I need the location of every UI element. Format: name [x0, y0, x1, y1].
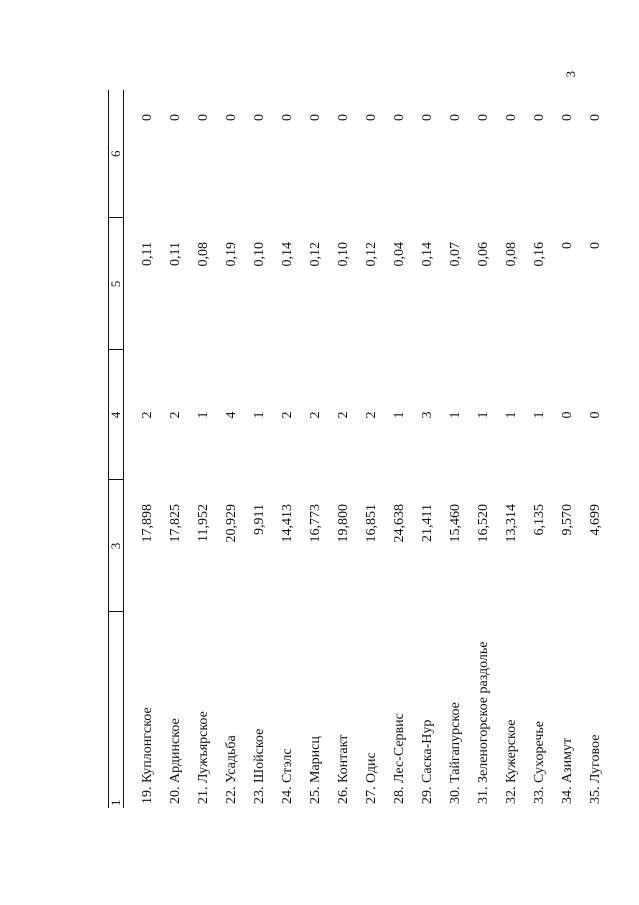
col6-cell: 0 [196, 114, 211, 121]
column-header-4: 4 [109, 350, 124, 480]
col6-cell: 0 [224, 114, 239, 121]
col3-cell: 13,314 [504, 504, 519, 543]
col6-cell: 0 [588, 114, 603, 121]
col3-cell: 11,952 [196, 504, 211, 542]
col5-cell: 0,10 [336, 242, 351, 267]
col4-cell: 3 [420, 411, 435, 419]
table-row [526, 90, 554, 808]
col4-cell: 2 [280, 411, 295, 419]
col4-cell: 1 [448, 411, 463, 419]
col3-cell: 9,570 [560, 504, 575, 536]
col6-cell: 0 [448, 114, 463, 121]
col5-cell: 0 [588, 242, 603, 249]
table-header [109, 90, 124, 808]
col3-cell: 14,413 [280, 504, 295, 543]
col5-cell: 0,07 [448, 242, 463, 267]
col5-cell: 0,08 [504, 242, 519, 267]
col4-cell: 1 [252, 411, 267, 419]
table-body [124, 90, 611, 808]
col4-cell: 2 [364, 411, 379, 419]
col3-cell: 16,520 [476, 504, 491, 543]
table-row [218, 90, 246, 808]
col3-cell: 21,411 [420, 504, 435, 542]
col4-cell: 1 [476, 411, 491, 419]
row-name-cell: 30. Тайгапурское [448, 702, 463, 804]
col6-cell: 0 [504, 114, 519, 121]
col6-cell: 0 [476, 114, 491, 121]
row-name-cell: 31. Зеленогорское раздолье [476, 641, 491, 804]
col3-cell: 4,699 [588, 504, 603, 536]
col5-cell: 0,04 [392, 242, 407, 267]
col4-cell: 0 [560, 411, 575, 419]
col4-cell: 4 [224, 411, 239, 419]
table-row [582, 90, 610, 808]
col3-cell: 15,460 [448, 504, 463, 543]
col6-cell: 0 [420, 114, 435, 121]
col5-cell: 0,08 [196, 242, 211, 267]
col5-cell: 0,14 [280, 242, 295, 267]
row-name-cell: 34. Азимут [560, 737, 575, 804]
col5-cell: 0,14 [420, 242, 435, 267]
col5-cell: 0,10 [252, 242, 267, 267]
table-row [554, 90, 582, 808]
col6-cell: 0 [336, 114, 351, 121]
table-row [190, 90, 218, 808]
row-name-cell: 28. Лес-Сервис [392, 713, 407, 804]
table-row [246, 90, 274, 808]
table-row [442, 90, 470, 808]
row-name-cell: 22. Усадьба [224, 735, 239, 804]
table-header-row [109, 90, 124, 808]
col4-cell: 2 [308, 411, 323, 419]
col6-cell: 0 [280, 114, 295, 121]
col3-cell: 17,898 [140, 504, 155, 543]
col5-cell: 0,12 [308, 242, 323, 267]
table-row [162, 90, 190, 808]
col3-cell: 9,911 [252, 504, 267, 535]
col6-cell: 0 [560, 114, 575, 121]
column-header-6: 6 [109, 90, 124, 218]
col4-cell: 1 [504, 411, 519, 419]
table-row [330, 90, 358, 808]
row-name-cell: 35. Луговое [588, 734, 603, 804]
col5-cell: 0 [560, 242, 575, 249]
data-table-container [108, 90, 603, 808]
col4-cell: 1 [392, 411, 407, 419]
col3-cell: 17,825 [168, 504, 183, 543]
col3-cell: 6,135 [532, 504, 547, 536]
col4-cell: 2 [140, 411, 155, 419]
col5-cell: 0,11 [140, 242, 155, 266]
row-name-cell: 21. Лужъярское [196, 711, 211, 804]
table-row [274, 90, 302, 808]
col3-cell: 19,800 [336, 504, 351, 543]
col3-cell: 16,773 [308, 504, 323, 543]
row-name-cell: 20. Ардинское [168, 718, 183, 804]
row-name-cell: 33. Сухоречье [532, 721, 547, 804]
table-row [386, 90, 414, 808]
col6-cell: 0 [168, 114, 183, 121]
row-name-cell: 29. Саска-Нур [420, 719, 435, 804]
col5-cell: 0,16 [532, 242, 547, 267]
col4-cell: 0 [588, 411, 603, 419]
column-header-5: 5 [109, 218, 124, 350]
col5-cell: 0,06 [476, 242, 491, 267]
row-name-cell: 24. Стэлс [280, 748, 295, 804]
col5-cell: 0,11 [168, 242, 183, 266]
row-name-cell: 32. Кужерское [504, 719, 519, 804]
table-row [414, 90, 442, 808]
row-name-cell: 27. Одис [364, 752, 379, 804]
column-header-1: 1 [109, 612, 124, 808]
page-number: 3 [563, 71, 578, 78]
col6-cell: 0 [140, 114, 155, 121]
data-table [108, 90, 610, 808]
col6-cell: 0 [532, 114, 547, 121]
row-name-cell: 19. Куплонгское [140, 707, 155, 804]
col4-cell: 2 [336, 411, 351, 419]
col4-cell: 1 [532, 411, 547, 419]
col4-cell: 1 [196, 411, 211, 419]
col6-cell: 0 [308, 114, 323, 121]
table-row [498, 90, 526, 808]
col5-cell: 0,12 [364, 242, 379, 267]
table-row [358, 90, 386, 808]
row-name-cell: 26. Контакт [336, 734, 351, 804]
col4-cell: 2 [168, 411, 183, 419]
col3-cell: 20,929 [224, 504, 239, 543]
col3-cell: 24,638 [392, 504, 407, 543]
col3-cell: 16,851 [364, 504, 379, 543]
col6-cell: 0 [252, 114, 267, 121]
col6-cell: 0 [392, 114, 407, 121]
row-name-cell: 23. Шойское [252, 728, 267, 804]
table-row [470, 90, 498, 808]
table-row [124, 90, 163, 808]
table-row [302, 90, 330, 808]
col6-cell: 0 [364, 114, 379, 121]
row-name-cell: 25. Марисц [308, 736, 323, 804]
column-header-3: 3 [109, 480, 124, 612]
col5-cell: 0,19 [224, 242, 239, 267]
